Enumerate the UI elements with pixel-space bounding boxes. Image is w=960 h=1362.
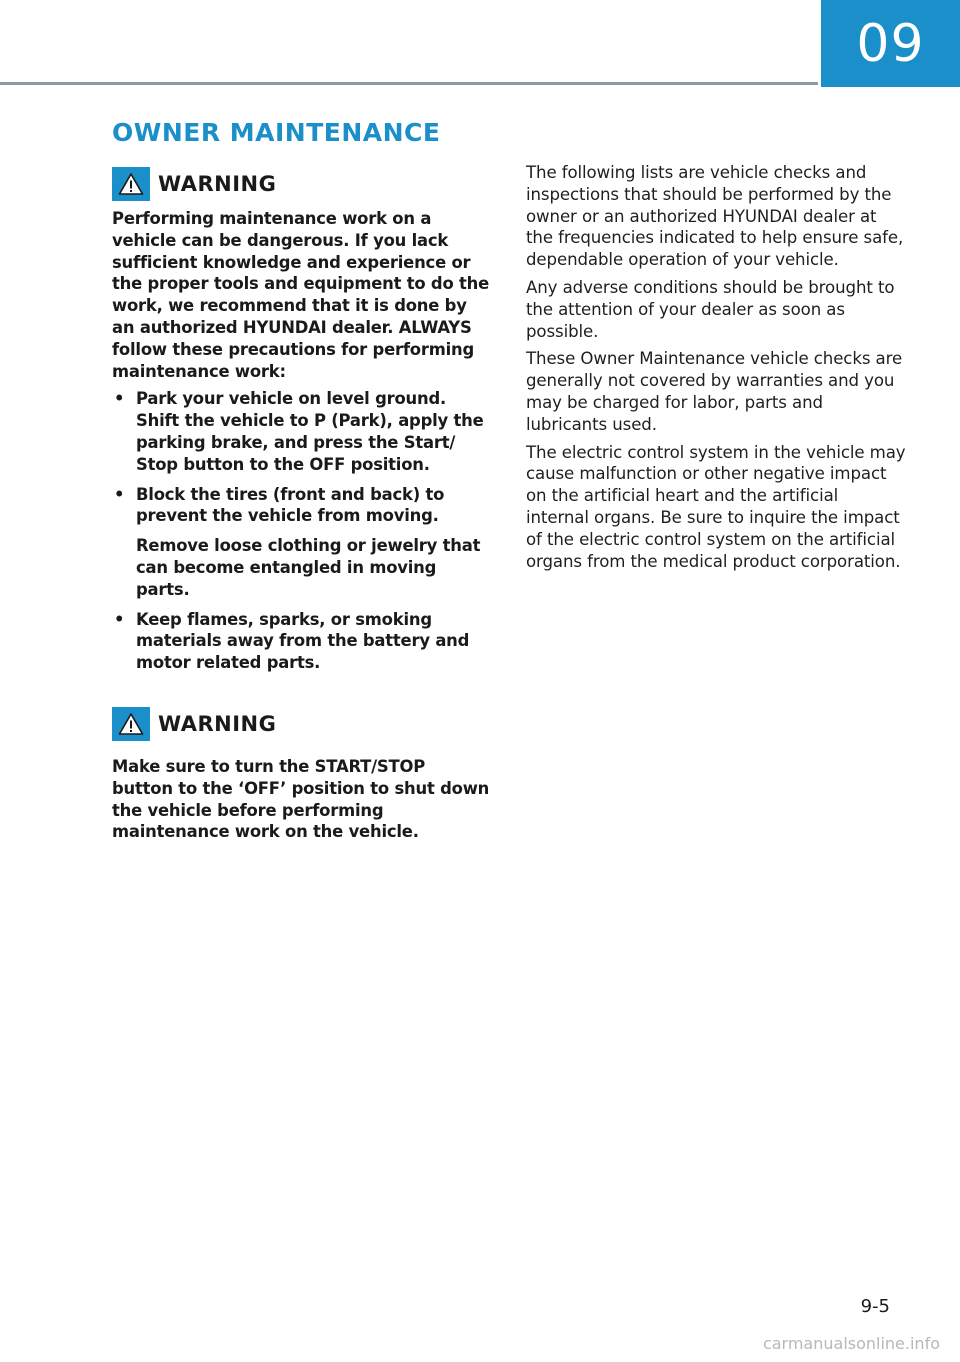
chapter-tab — [821, 0, 960, 87]
warning-triangle-icon — [112, 167, 150, 201]
list-item: • Block the tires (front and back) to prevent the vehicle from moving. Remove loose clothing or jewelry that can become entangled in moving parts. — [112, 484, 490, 601]
list-item-sub: Remove loose clothing or jewelry that can become entangled in moving parts. — [136, 536, 481, 599]
warning-title: WARNING — [158, 172, 277, 196]
warning-header — [112, 166, 490, 202]
body-paragraph: Any adverse conditions should be brought to the attention of your dealer as soon as possible. — [526, 277, 895, 341]
watermark: carmanualsonline.info — [762, 1334, 940, 1353]
warning-title: WARNING — [158, 711, 277, 736]
section-title: OWNER MAINTENANCE — [112, 118, 441, 147]
warning-header — [112, 706, 490, 742]
warning-triangle-icon — [112, 707, 150, 741]
chapter-number: 09 — [856, 13, 925, 74]
warning-list — [112, 388, 490, 674]
right-column — [526, 162, 906, 578]
left-column — [112, 166, 490, 869]
body-paragraph: The following lists are vehicle checks and inspections that should be performed by the owner or an authorized HYUNDAI dealer at the frequencies indicated to help ensure safe, dependable operation of your vehicle. — [526, 163, 904, 270]
warning-intro: Make sure to turn the START/STOP button to the ‘OFF’ position to shut down the vehicle before performing maintenance work on the vehicle. — [112, 756, 490, 842]
list-item: • Park your vehicle on level ground. Shift the vehicle to P (Park), apply the parking brake, and press the Start/ Stop button to the OFF position. — [112, 388, 490, 475]
page-number: 9-5 — [860, 1296, 890, 1317]
body-paragraph: These Owner Maintenance vehicle checks are generally not covered by warranties and you may be charged for labor, parts and lubricants used. — [526, 349, 903, 434]
body-paragraph: The electric control system in the vehicle may cause malfunction or other negative impact on the artificial heart and the artificial internal organs. Be sure to inquire the impact of the electric control system on the artificial organs from the medical product corporation. — [526, 442, 906, 571]
warning-intro: Performing maintenance work on a vehicle can be dangerous. If you lack sufficient knowledge and experience or the proper tools and equipment to do the work, we recommend that it is done by an authorized HYUNDAI dealer. ALWAYS follow these precautions for performing maintenance work: — [112, 209, 490, 381]
list-item: • Keep flames, sparks, or smoking materials away from the battery and motor related parts. — [112, 609, 490, 674]
header-rule — [0, 82, 818, 85]
warning-box-2 — [112, 706, 490, 843]
warning-box-1 — [112, 166, 490, 674]
